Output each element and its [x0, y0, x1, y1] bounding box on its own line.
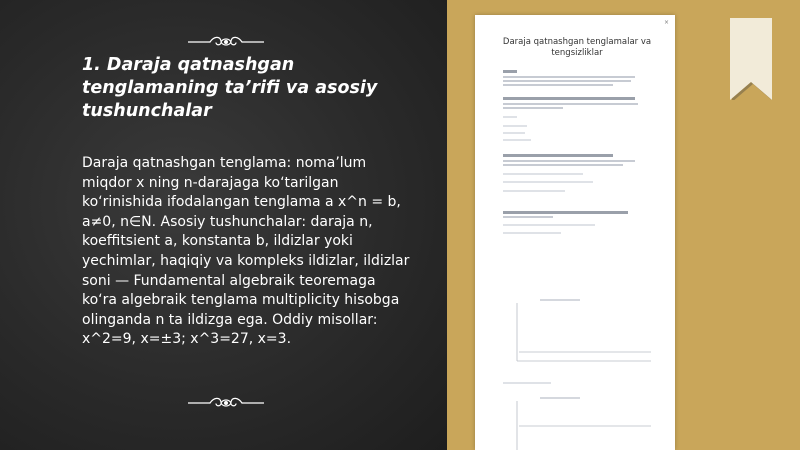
- slide-body-text: Daraja qatnashgan tenglama: noma’lum miqdor x ning n-darajaga ko‘tarilgan ko‘rinishida ifodalangan tenglama a x^n = b, a≠0, n∈N. Asosiy tushunchalar: daraja n, koeffitsient a, konstanta b, ildizlar yoki yechimlar, haqiqiy va kompleks ildizlar, ildizlar soni — Fundamental algebraik teoremaga ko‘ra algebraik tenglama multiplicity hisobga olinganda n ta ildizga ega. Oddiy misollar: x^2=9, x=±3; x^3=27, x=3.: [82, 155, 410, 348]
- document-title: Daraja qatnashgan tenglamalar va tengsizliklar: [502, 37, 652, 58]
- slide-title: 1. Daraja qatnashgan tenglamaning ta’rifi va asosiy tushunchalar: [82, 55, 378, 121]
- document-chart-thumbnail: [505, 393, 655, 450]
- close-icon[interactable]: ×: [663, 19, 669, 26]
- bookmark-ribbon-icon: [730, 18, 772, 100]
- document-preview[interactable]: [475, 15, 675, 450]
- flourish-divider-icon: [188, 394, 264, 412]
- flourish-divider-icon: [188, 33, 264, 51]
- document-blurred-content: [475, 15, 675, 450]
- document-chart-thumbnail: [505, 297, 655, 369]
